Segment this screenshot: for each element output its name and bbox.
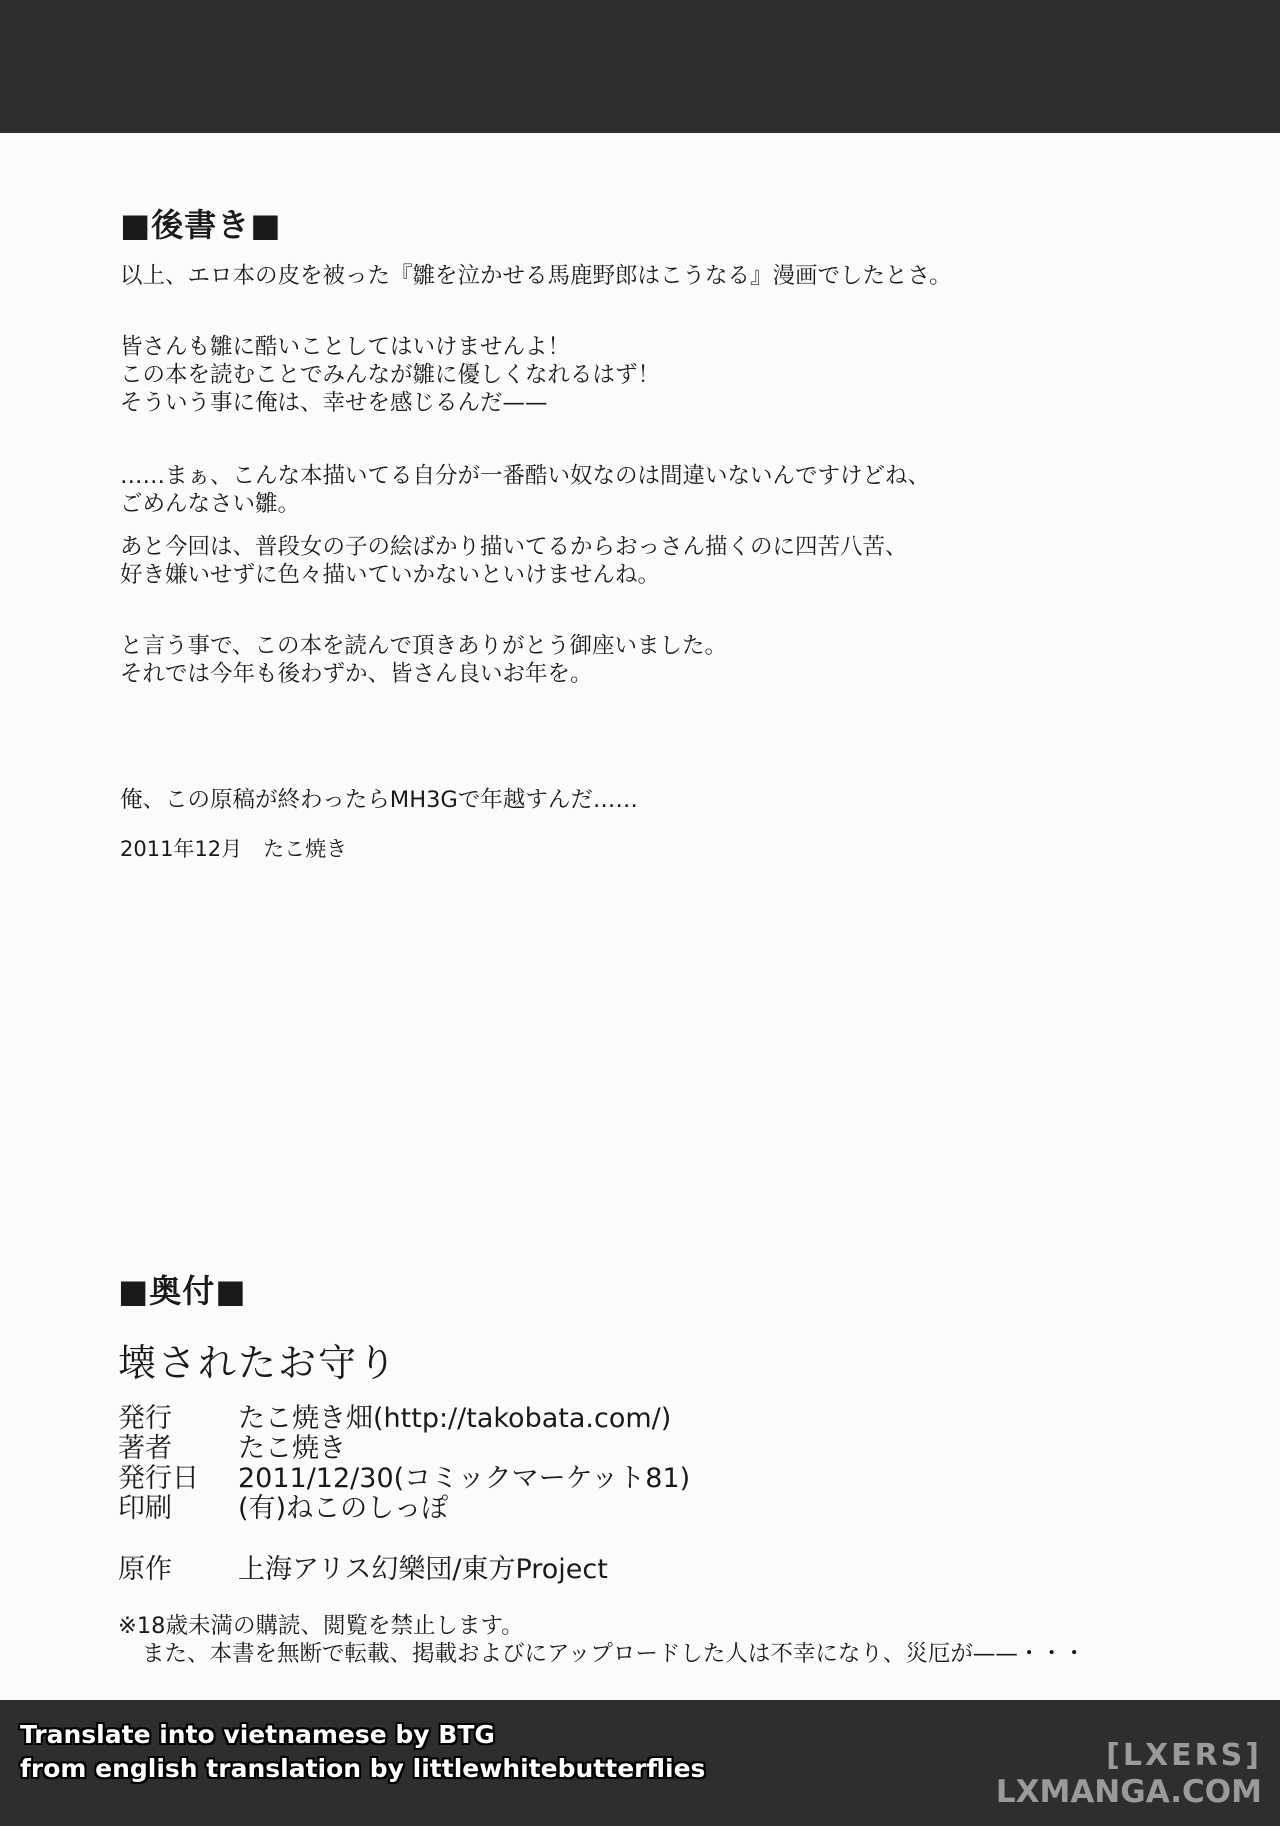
top-dark-band — [0, 0, 1280, 133]
text-line: ……まぁ、こんな本描いてる自分が一番酷い奴なのは間違いないんですけどね、 — [120, 463, 931, 489]
notice-line: また、本書を無断で転載、掲載およびにアップロードした人は不幸になり、災厄が——・・・ — [142, 1641, 1086, 1667]
afterword-paragraph — [120, 533, 908, 589]
afterword-signature — [120, 835, 347, 863]
colophon-key: 著者 — [118, 1433, 172, 1464]
colophon-key: 印刷 — [118, 1493, 172, 1524]
colophon-value: (有)ねこのしっぽ — [238, 1493, 449, 1524]
age-restriction-notice — [118, 1612, 1085, 1668]
afterword-paragraph — [120, 333, 660, 417]
text-line: と言う事で、この本を読んで頂きありがとう御座いました。 — [120, 633, 728, 659]
afterword-heading: ■後書き■ — [120, 206, 282, 244]
colophon-value: たこ焼き畑(http://takobata.com/) — [238, 1403, 672, 1434]
afterword-paragraph — [120, 462, 930, 518]
credit-line: Translate into vietnamese by BTG — [20, 1720, 495, 1749]
afterword-paragraph — [120, 262, 952, 290]
notice-line: ※18歳未満の購読、閲覧を禁止します。 — [118, 1613, 524, 1639]
afterword-paragraph — [120, 632, 727, 688]
book-title: 壊されたお守り — [118, 1341, 399, 1385]
text-line: 2011年12月 たこ焼き — [120, 837, 348, 861]
text-line: あと今回は、普段女の子の絵ばかり描いてるからおっさん描くのに四苦八苦、 — [120, 534, 908, 560]
colophon-key: 発行日 — [118, 1463, 199, 1494]
text-line: この本を読むことでみんなが雛に優しくなれるはず！ — [120, 362, 661, 388]
colophon-heading: ■奥付■ — [118, 1272, 247, 1310]
text-line: 皆さんも雛に酷いことしてはいけませんよ！ — [120, 334, 571, 360]
text-line: 俺、この原稿が終わったらMH3Gで年越すんだ…… — [120, 787, 638, 813]
colophon-value: たこ焼き — [238, 1433, 346, 1464]
colophon-value: 上海アリス幻樂団/東方Project — [238, 1554, 608, 1585]
translation-credits — [20, 1718, 705, 1786]
colophon-value: 2011/12/30(コミックマーケット81) — [238, 1463, 691, 1494]
afterword-paragraph — [120, 786, 638, 814]
text-line: 以上、エロ本の皮を被った『雛を泣かせる馬鹿野郎はこうなる』漫画でしたとさ。 — [120, 263, 952, 289]
text-line: そういう事に俺は、幸せを感じるんだ—— — [120, 390, 548, 416]
watermark-line: [LXERS] — [1106, 1738, 1262, 1773]
text-line: 好き嫌いせずに色々描いていかないといけませんね。 — [120, 562, 661, 588]
credit-line: from english translation by littlewhitebutterflies — [20, 1754, 706, 1783]
colophon-key: 原作 — [118, 1554, 172, 1585]
site-watermark — [996, 1738, 1262, 1810]
text-line: それでは今年も後わずか、皆さん良いお年を。 — [120, 661, 593, 687]
text-line: ごめんなさい雛。 — [120, 491, 301, 517]
colophon-key: 発行 — [118, 1403, 172, 1434]
watermark-line: LXMANGA.COM — [995, 1774, 1262, 1810]
